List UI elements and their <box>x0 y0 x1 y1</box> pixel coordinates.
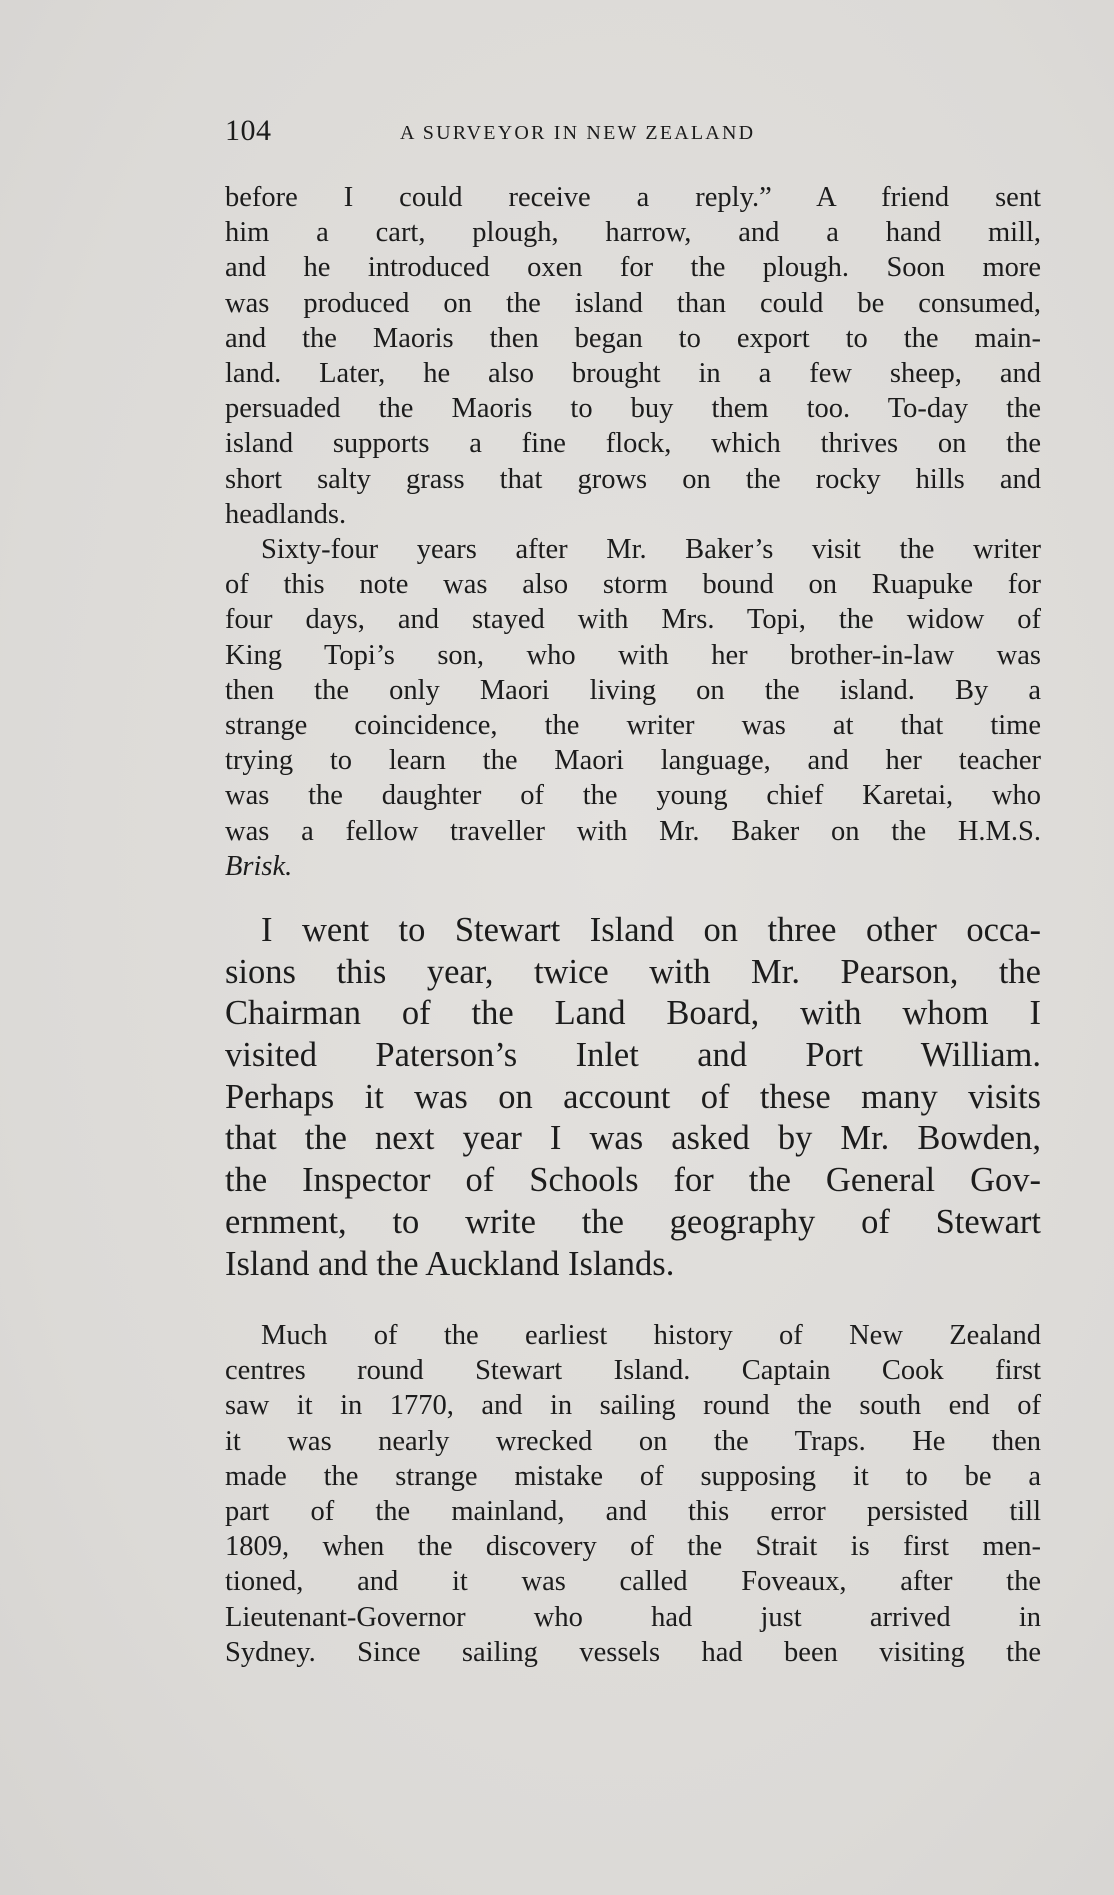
body-paragraph <box>225 910 1041 1285</box>
text-line: Sydney. Since sailing vessels had been visiting the <box>225 1636 1041 1668</box>
text-line: I went to Stewart Island on three other occa- <box>261 911 1041 949</box>
text-line: land. Later, he also brought in a few sheep, and <box>225 357 1041 389</box>
text-line: sions this year, twice with Mr. Pearson, the <box>225 952 1041 991</box>
text-line: tioned, and it was called Foveaux, after the <box>225 1566 1041 1598</box>
text-line: persuaded the Maoris to buy them too. To-day the <box>225 393 1041 425</box>
text-line: and the Maoris then began to export to the main- <box>225 322 1041 354</box>
text-line: centres round Stewart Island. Captain Cook first <box>225 1355 1041 1387</box>
note-paragraph-1 <box>225 180 1041 532</box>
text-line: then the only Maori living on the island. By a <box>225 674 1041 706</box>
note-paragraph-3 <box>225 1318 1041 1670</box>
text-line: saw it in 1770, and in sailing round the south end of <box>225 1390 1041 1422</box>
text-line: strange coincidence, the writer was at that time <box>225 709 1041 741</box>
text-line: Sixty-four years after Mr. Baker’s visit the writer <box>261 534 1041 565</box>
text-line: island supports a fine flock, which thrives on the <box>225 428 1041 460</box>
text-line: and he introduced oxen for the plough. Soon more <box>225 252 1041 284</box>
text-line: Much of the earliest history of New Zealand <box>261 1320 1041 1351</box>
text-line: made the strange mistake of supposing it to be a <box>225 1460 1041 1492</box>
text-line: trying to learn the Maori language, and her teacher <box>225 745 1041 777</box>
text-line: Lieutenant-Governor who had just arrived in <box>225 1601 1041 1633</box>
text-line: that the next year I was asked by Mr. Bowden, <box>225 1119 1041 1158</box>
text-line: short salty grass that grows on the rocky hills and <box>225 463 1041 495</box>
text-line: was produced on the island than could be consumed, <box>225 287 1041 319</box>
text-line: Island and the Auckland Islands. <box>225 1244 675 1283</box>
running-title: A SURVEYOR IN NEW ZEALAND <box>400 122 756 144</box>
text-line: 1809, when the discovery of the Strait is first men- <box>225 1531 1041 1563</box>
text-line: visited Paterson’s Inlet and Port William. <box>225 1036 1041 1075</box>
text-line: him a cart, plough, harrow, and a hand mill, <box>225 217 1041 249</box>
text-line: it was nearly wrecked on the Traps. He then <box>225 1425 1041 1457</box>
page-number: 104 <box>225 114 272 147</box>
text-line: of this note was also storm bound on Ruapuke for <box>225 569 1041 601</box>
running-head <box>225 114 1045 154</box>
text-line: King Topi’s son, who with her brother-in-law was <box>225 639 1041 671</box>
text-line: headlands. <box>225 498 347 530</box>
text-line: four days, and stayed with Mrs. Topi, the widow of <box>225 604 1041 636</box>
text-line: part of the mainland, and this error persisted till <box>225 1495 1041 1527</box>
text-line: was the daughter of the young chief Karetai, who <box>225 780 1041 812</box>
text-line: before I could receive a reply.” A friend sent <box>225 182 1041 213</box>
text-line: was a fellow traveller with Mr. Baker on the H.M.S. <box>225 815 1041 847</box>
ship-name: Brisk. <box>225 850 293 882</box>
text-line: ernment, to write the geography of Stewart <box>225 1202 1041 1241</box>
text-line: Chairman of the Land Board, with whom I <box>225 994 1041 1033</box>
text-line: Perhaps it was on account of these many visits <box>225 1077 1041 1116</box>
text-line: the Inspector of Schools for the General Gov- <box>225 1161 1041 1200</box>
note-paragraph-2 <box>225 532 1041 884</box>
